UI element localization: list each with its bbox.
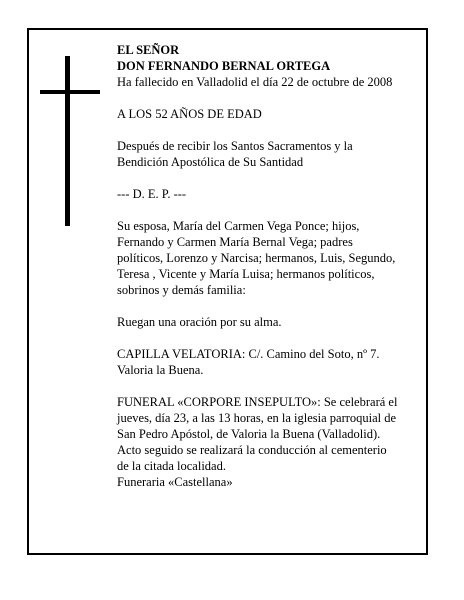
family-line: Su esposa, María del Carmen Vega Ponce; hijos, [117, 219, 360, 233]
funeral-line: Acto seguido se realizará la conducción al cementerio [117, 443, 387, 457]
chapel-line: Valoria la Buena. [117, 363, 204, 377]
rip-line: --- D. E. P. --- [117, 187, 187, 201]
funeral-paragraph [117, 394, 427, 474]
notice-text [117, 42, 427, 490]
family-line: Fernando y Carmen María Bernal Vega; padres [117, 235, 353, 249]
family-line: políticos, Lorenzo y Narcisa; hermanos, Luis, Segundo, [117, 251, 396, 265]
family-paragraph [117, 218, 427, 298]
obituary-notice [27, 28, 428, 555]
deceased-name: DON FERNANDO BERNAL ORTEGA [117, 59, 331, 73]
funeral-line: San Pedro Apóstol, de Valoria la Buena (Valladolid). [117, 427, 381, 441]
sacraments-line: Después de recibir los Santos Sacramentos y la [117, 139, 353, 153]
prayer-line: Ruegan una oración por su alma. [117, 315, 282, 329]
sacraments-paragraph [117, 138, 427, 170]
sacraments-line: Bendición Apostólica de Su Santidad [117, 155, 304, 169]
death-info: Ha fallecido en Valladolid el día 22 de octubre de 2008 [117, 75, 393, 89]
cross-vertical-bar [65, 56, 70, 226]
chapel-line: CAPILLA VELATORIA: C/. Camino del Soto, nº 7. [117, 347, 380, 361]
funeral-home: Funeraria «Castellana» [117, 475, 233, 489]
family-line: Teresa , Vicente y María Luisa; hermanos políticos, [117, 267, 375, 281]
age-line: A LOS 52 AÑOS DE EDAD [117, 107, 262, 121]
cross-horizontal-bar [40, 90, 100, 94]
funeral-line: FUNERAL «CORPORE INSEPULTO»: Se celebrará el [117, 395, 398, 409]
funeral-line: de la citada localidad. [117, 459, 226, 473]
funeral-line: jueves, día 23, a las 13 horas, en la iglesia parroquial de [117, 411, 397, 425]
family-line: sobrinos y demás familia: [117, 283, 246, 297]
chapel-paragraph [117, 346, 427, 378]
title-line-1: EL SEÑOR [117, 43, 180, 57]
